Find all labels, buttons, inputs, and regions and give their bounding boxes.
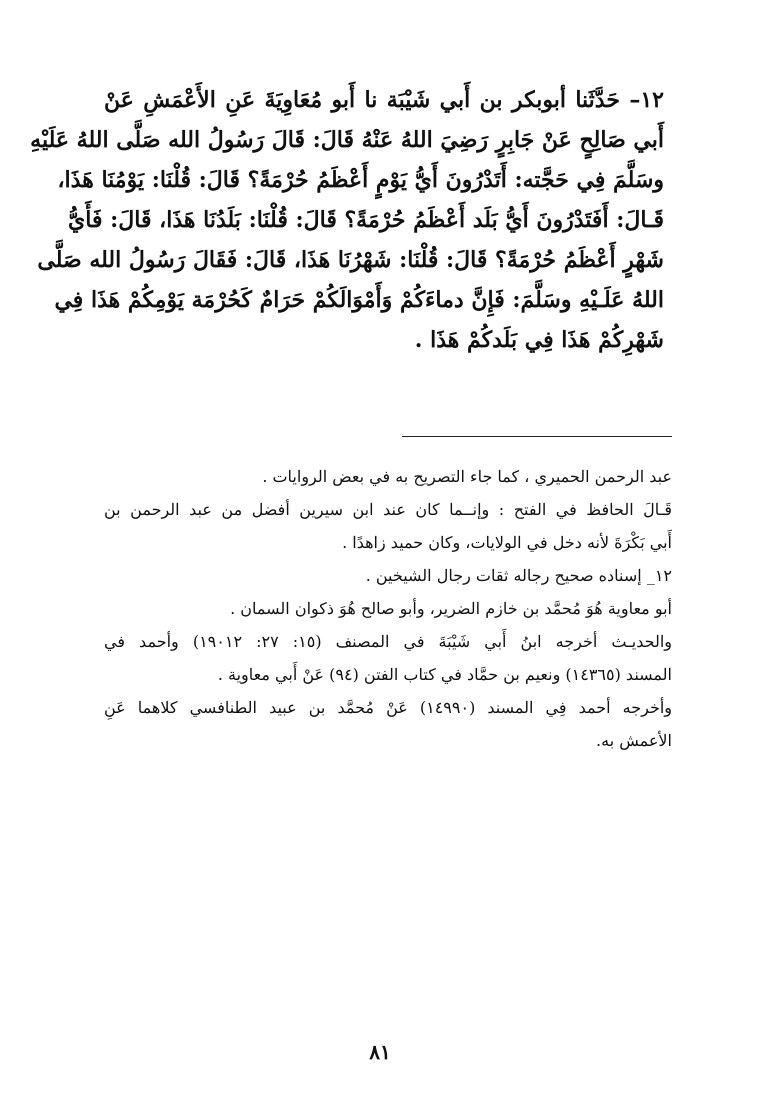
- footnote-line: عبد الرحمن الحميري ، كما جاء التصريح به في بعض الروايات .: [262, 467, 672, 486]
- footnote-line: وأخرجه أحمد فِي المسند (١٤٩٩٠) عَنْ مُحمَّد بن عبيد الطنافسي كلاهما عَنِ: [104, 698, 672, 717]
- footnotes-block: [104, 460, 672, 757]
- hadith-line: وسَلَّمَ فِي حَجَّته: أَتَدْرُونَ أَيُّ يَوْمٍ أَعْظَمُ حُرْمَةً؟ قَالَ: قُلْنَا: يَوْمُنَا هَذَا،: [57, 167, 664, 193]
- footnote-line: المسند (١٤٣٦٥) ونعيم بن حمَّاد في كتاب الفتن (٩٤) عَنْ أَبي معاوية .: [217, 665, 672, 684]
- hadith-line: اللهُ عَلَـيْهِ وسَلَّمَ: فَإِنَّ دماءَكُمْ وَأَمْوَالَكُمْ حَرَامٌ كَحُرْمَة يَوْمِكُمْ هَذَا فِي: [54, 287, 664, 313]
- hadith-line: شَهْرِكُمْ هَذَا فِي بَلَدكُمْ هَذَا .: [414, 327, 664, 353]
- footnote-line: ١٢_ إسناده صحيح رجاله ثقات رجال الشيخين .: [365, 566, 672, 585]
- footnote-line: أبو معاوية هُوَ مُحمَّد بن خازم الضرير، وأبو صالح هُوَ ذكوان السمان .: [230, 599, 672, 618]
- page-number: ٨١: [369, 1040, 391, 1064]
- hadith-text-block: [30, 80, 664, 360]
- hadith-line: قَـالَ: أَفَتَدْرُونَ أَيُّ بَلَد أَعْظَمُ حُرْمَةً؟ قَالَ: قُلْنَا: بَلَدُنَا هَذَا، قَالَ: فَأَيُّ: [68, 207, 664, 233]
- footnote-line: قَـالَ الحافظ في الفتح : وإنــما كان عند ابن سيرين أفضل من عبد الرحمن بن: [104, 500, 672, 519]
- footnote-line: الأعمش به.: [596, 731, 672, 750]
- hadith-line: أَبي صَالِحٍ عَنْ جَابِرٍ رَضِيَ اللهُ عَنْهُ قَالَ: قَالَ رَسُولُ الله صَلَّى اللهُ عَلَيْهِ: [30, 127, 664, 153]
- footnote-separator: [402, 436, 672, 437]
- hadith-line: شَهْرٍ أَعْظَمُ حُرْمَةً؟ قَالَ: قُلْنَا: شَهْرُنَا هَذَا، قَالَ: فَقَالَ رَسُولُ الله صَلَّى: [37, 247, 664, 273]
- footnote-line: والحديـث أخرجه ابنُ أَبي شَيْبَةَ في المصنف (١٥: ٢٧: ١٩٠١٢) وأحمد في: [104, 632, 672, 651]
- hadith-line: ١٢– حَدَّثَنا أبوبكر بن أَبي شَيْبَة نا أَبو مُعَاوِيَةَ عَنِ الأَعْمَشِ عَنْ: [104, 87, 664, 113]
- footnote-line: أَبي بَكْرَةَ لأنه دخل في الولايات، وكان حميد زاهدًا .: [342, 533, 672, 552]
